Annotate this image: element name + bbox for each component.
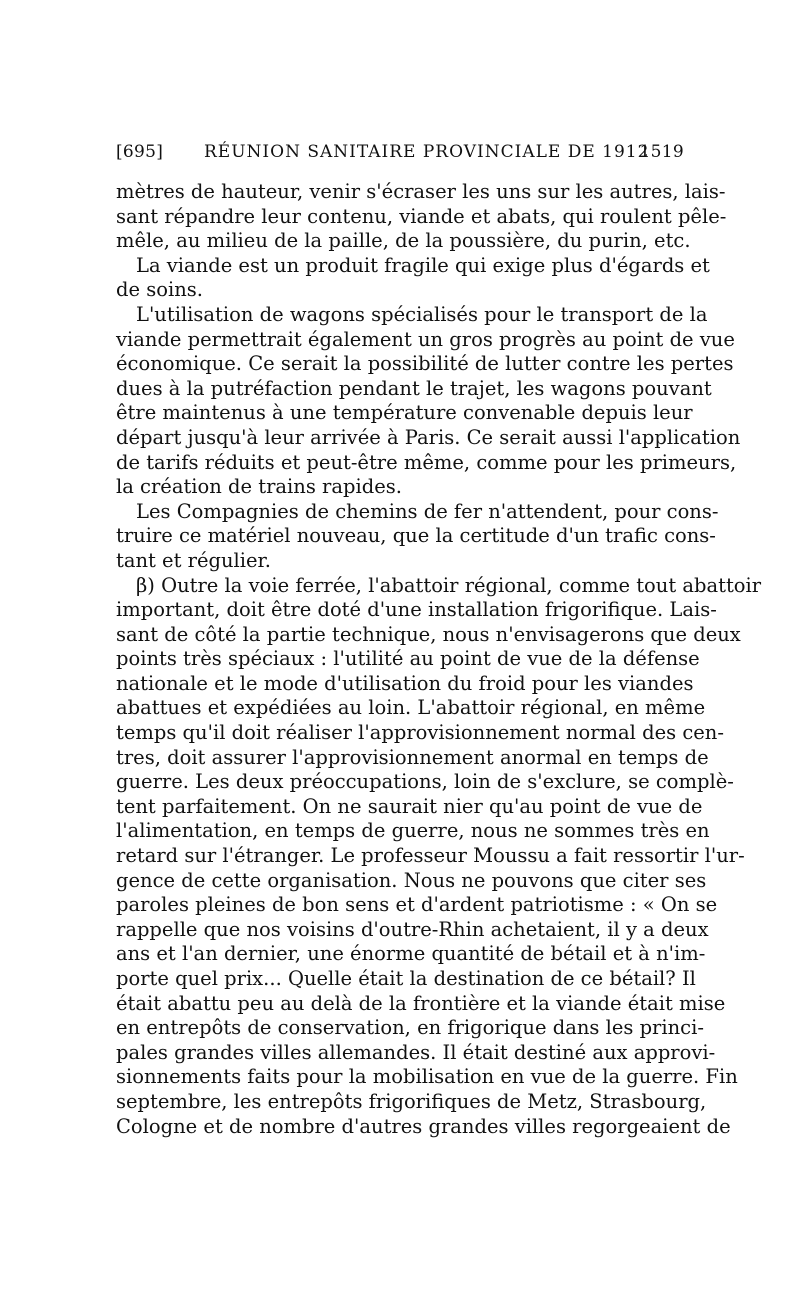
- text-line: rappelle que nos voisins d'outre-Rhin achetaient, il y a deux: [116, 917, 709, 941]
- text-line: économique. Ce serait la possibilité de lutter contre les pertes: [116, 352, 734, 376]
- text-line: La viande est un produit fragile qui exige plus d'égards et: [136, 253, 710, 277]
- text-line: points très spéciaux : l'utilité au point de vue de la défense: [116, 647, 700, 671]
- text-line: Les Compagnies de chemins de fer n'attendent, pour cons-: [136, 499, 719, 523]
- text-line: viande permettrait également un gros progrès au point de vue: [116, 327, 735, 351]
- text-line: pales grandes villes allemandes. Il était destiné aux approvi-: [116, 1040, 716, 1064]
- text-line: porte quel prix... Quelle était la destination de ce bétail? Il: [116, 967, 696, 990]
- text-line: abattues et expédiées au loin. L'abattoir régional, en même: [116, 696, 706, 720]
- text-line: tres, doit assurer l'approvisionnement anormal en temps de: [116, 745, 709, 769]
- text-line: était abattu peu au delà de la frontière et la viande était mise: [116, 991, 726, 1015]
- text-line: mêle, au milieu de la paille, de la poussière, du purin, etc.: [116, 229, 691, 253]
- text-line: nationale et le mode d'utilisation du froid pour les viandes: [116, 671, 694, 695]
- text-line: L'utilisation de wagons spécialisés pour le transport de la: [136, 302, 708, 326]
- text-line: en entrepôts de conservation, en frigorique dans les princi-: [116, 1016, 704, 1040]
- running-title: RÉUNION SANITAIRE PROVINCIALE DE 1912: [204, 142, 650, 162]
- page-reference: [695]: [116, 142, 164, 162]
- text-line: guerre. Les deux préoccupations, loin de s'exclure, se complè-: [116, 770, 734, 794]
- text-line: Cologne et de nombre d'autres grandes villes regorgeaient de: [116, 1114, 731, 1138]
- text-line: temps qu'il doit réaliser l'approvisionnement normal des cen-: [116, 721, 724, 745]
- text-line: gence de cette organisation. Nous ne pouvons que citer ses: [116, 868, 707, 892]
- text-line: retard sur l'étranger. Le professeur Moussu a fait ressortir l'ur-: [116, 844, 745, 868]
- text-line: dues à la putréfaction pendant le trajet, les wagons pouvant: [116, 376, 712, 400]
- text-line: la création de trains rapides.: [116, 475, 402, 499]
- text-line: sant répandre leur contenu, viande et abats, qui roulent pêle-: [116, 204, 727, 228]
- text-line: de tarifs réduits et peut-être même, comme pour les primeurs,: [116, 450, 737, 474]
- text-line: ans et l'an dernier, une énorme quantité de bétail et à n'im-: [116, 942, 706, 966]
- text-line: β) Outre la voie ferrée, l'abattoir régional, comme tout abattoir: [136, 573, 762, 597]
- text-line: truire ce matériel nouveau, que la certitude d'un trafic cons-: [116, 524, 716, 548]
- page-number: 1519: [639, 142, 684, 162]
- text-line: paroles pleines de bon sens et d'ardent patriotisme : « On se: [116, 893, 718, 917]
- running-head: [116, 142, 684, 168]
- text-line: être maintenus à une température convenable depuis leur: [116, 401, 693, 425]
- text-line: sant de côté la partie technique, nous n'envisagerons que deux: [116, 622, 741, 646]
- text-line: tant et régulier.: [116, 548, 271, 572]
- body-text: [116, 180, 762, 1139]
- text-line: départ jusqu'à leur arrivée à Paris. Ce serait aussi l'application: [116, 425, 741, 449]
- text-line: l'alimentation, en temps de guerre, nous ne sommes très en: [116, 819, 710, 843]
- text-line: tent parfaitement. On ne saurait nier qu'au point de vue de: [116, 794, 703, 818]
- text-line: sionnements faits pour la mobilisation en vue de la guerre. Fin: [116, 1065, 738, 1089]
- text-line: de soins.: [116, 278, 203, 302]
- text-line: septembre, les entrepôts frigorifiques de Metz, Strasbourg,: [116, 1089, 707, 1113]
- text-line: mètres de hauteur, venir s'écraser les uns sur les autres, lais-: [116, 180, 726, 203]
- text-line: important, doit être doté d'une installation frigorifique. Lais-: [116, 598, 717, 622]
